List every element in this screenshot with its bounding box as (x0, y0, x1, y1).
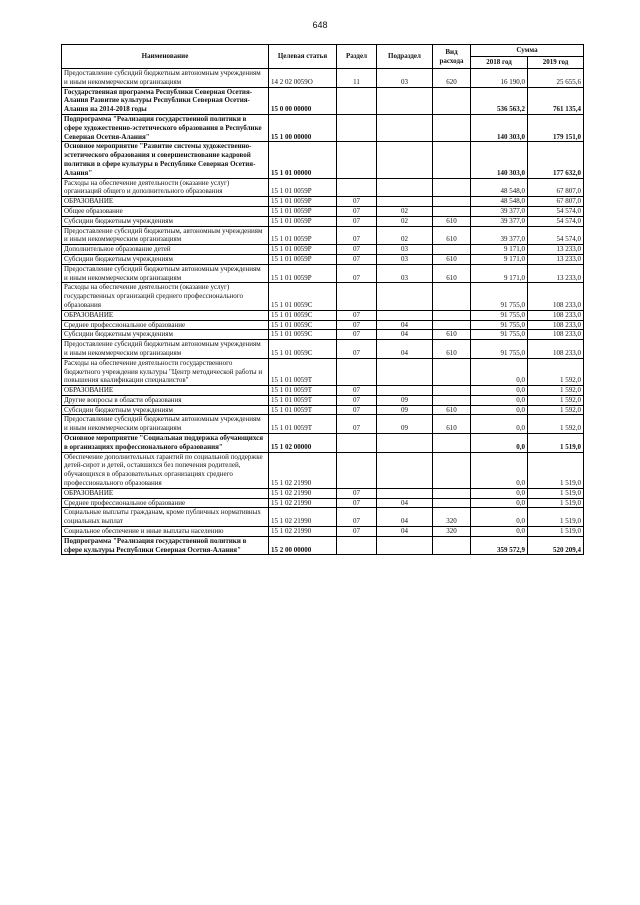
row-section (337, 87, 377, 114)
row-section: 07 (337, 245, 377, 255)
row-type: 610 (433, 405, 471, 415)
row-subsection: 09 (377, 405, 433, 415)
row-sum-2018: 39 377,0 (471, 206, 528, 216)
row-sum-2019: 25 655,6 (528, 69, 584, 88)
row-sum-2018: 91 755,0 (471, 340, 528, 359)
row-type (433, 142, 471, 178)
budget-table (61, 44, 584, 555)
row-sum-2019: 67 807,0 (528, 178, 584, 197)
row-name: Предоставление субсидий бюджетным автономным учреждениям и иным некоммерческим организациям (62, 415, 269, 434)
row-sum-2019: 108 233,0 (528, 320, 584, 330)
row-name: Предоставление субсидий бюджетным автономным учреждениям и иным некоммерческим организациям (62, 69, 269, 88)
table-body (62, 69, 584, 555)
row-sum-2018: 91 755,0 (471, 283, 528, 310)
row-section: 07 (337, 527, 377, 537)
row-target: 15 1 02 21990 (269, 498, 337, 508)
row-sum-2018: 0,0 (471, 434, 528, 453)
row-subsection (377, 434, 433, 453)
row-type (433, 536, 471, 555)
row-target: 14 2 02 0059О (269, 69, 337, 88)
row-section: 07 (337, 488, 377, 498)
row-target: 15 1 01 0059С (269, 283, 337, 310)
row-subsection: 09 (377, 395, 433, 405)
row-target: 15 1 01 0059Р (269, 178, 337, 197)
row-sum-2018: 0,0 (471, 358, 528, 385)
row-target: 15 1 02 21990 (269, 452, 337, 488)
table-row (62, 340, 584, 359)
row-type: 610 (433, 340, 471, 359)
row-section (337, 142, 377, 178)
row-type (433, 178, 471, 197)
table-row (62, 498, 584, 508)
row-sum-2019: 54 574,0 (528, 226, 584, 245)
row-target: 15 1 02 21990 (269, 508, 337, 527)
row-sum-2018: 9 171,0 (471, 264, 528, 283)
table-row (62, 264, 584, 283)
table-row (62, 254, 584, 264)
row-type (433, 386, 471, 396)
table-row (62, 206, 584, 216)
row-type: 610 (433, 330, 471, 340)
row-section (337, 178, 377, 197)
row-name: ОБРАЗОВАНИЕ (62, 197, 269, 207)
row-sum-2019: 520 209,4 (528, 536, 584, 555)
row-sum-2019: 1 519,0 (528, 488, 584, 498)
row-subsection (377, 536, 433, 555)
row-subsection (377, 142, 433, 178)
row-target: 15 1 01 0059Р (269, 197, 337, 207)
row-sum-2018: 91 755,0 (471, 310, 528, 320)
header-subsection: Подраздел (377, 45, 433, 69)
row-type (433, 358, 471, 385)
row-name: Социальные выплаты гражданам, кроме публичных нормативных социальных выплат (62, 508, 269, 527)
row-name: Среднее профессиональное образование (62, 320, 269, 330)
row-sum-2019: 1 519,0 (528, 527, 584, 537)
row-type (433, 87, 471, 114)
row-subsection (377, 87, 433, 114)
row-subsection: 03 (377, 264, 433, 283)
row-sum-2018: 0,0 (471, 488, 528, 498)
row-type (433, 434, 471, 453)
table-row (62, 87, 584, 114)
row-sum-2018: 0,0 (471, 527, 528, 537)
row-subsection (377, 197, 433, 207)
row-target: 15 0 00 00000 (269, 87, 337, 114)
row-sum-2019: 108 233,0 (528, 330, 584, 340)
row-sum-2018: 0,0 (471, 395, 528, 405)
row-target: 15 1 02 21990 (269, 488, 337, 498)
row-target: 15 1 00 00000 (269, 114, 337, 141)
row-target: 15 1 01 0059Т (269, 386, 337, 396)
row-target: 15 1 01 0059Р (269, 216, 337, 226)
row-sum-2018: 39 377,0 (471, 216, 528, 226)
row-target: 15 1 01 0059Т (269, 395, 337, 405)
row-sum-2019: 108 233,0 (528, 340, 584, 359)
row-type (433, 245, 471, 255)
row-name: ОБРАЗОВАНИЕ (62, 310, 269, 320)
row-type (433, 498, 471, 508)
table-row (62, 226, 584, 245)
row-subsection (377, 114, 433, 141)
row-section: 07 (337, 415, 377, 434)
row-target: 15 1 01 0059С (269, 330, 337, 340)
row-section: 07 (337, 508, 377, 527)
row-sum-2019: 1 592,0 (528, 358, 584, 385)
row-section: 07 (337, 405, 377, 415)
row-name: Дополнительное образование детей (62, 245, 269, 255)
row-name: Расходы на обеспечение деятельности (оказание услуг) организаций общего и дополнительного образования (62, 178, 269, 197)
header-section: Раздел (337, 45, 377, 69)
row-subsection: 03 (377, 69, 433, 88)
table-row (62, 405, 584, 415)
row-sum-2018: 0,0 (471, 452, 528, 488)
row-target: 15 1 01 0059С (269, 320, 337, 330)
row-subsection: 03 (377, 254, 433, 264)
header-target: Целевая статья (269, 45, 337, 69)
row-subsection (377, 358, 433, 385)
row-sum-2018: 0,0 (471, 498, 528, 508)
row-subsection (377, 178, 433, 197)
row-name: Общее образование (62, 206, 269, 216)
row-sum-2019: 13 233,0 (528, 264, 584, 283)
row-type (433, 320, 471, 330)
row-section: 07 (337, 254, 377, 264)
table-row (62, 434, 584, 453)
table-row (62, 358, 584, 385)
row-subsection: 02 (377, 216, 433, 226)
row-name: Подпрограмма "Реализация государственной политики в сфере художественно-эстетического образования в Республике Северная Осетия-Алания" (62, 114, 269, 141)
row-subsection: 04 (377, 498, 433, 508)
table-row (62, 386, 584, 396)
row-name: Социальное обеспечение и иные выплаты населению (62, 527, 269, 537)
row-sum-2019: 1 519,0 (528, 452, 584, 488)
row-sum-2018: 140 303,0 (471, 142, 528, 178)
table-row (62, 69, 584, 88)
row-name: Предоставление субсидий бюджетным автономным учреждениям и иным некоммерческим организациям (62, 264, 269, 283)
row-subsection (377, 488, 433, 498)
row-sum-2019: 108 233,0 (528, 283, 584, 310)
row-section (337, 536, 377, 555)
table-row (62, 330, 584, 340)
table-row (62, 245, 584, 255)
row-section: 07 (337, 498, 377, 508)
table-row (62, 178, 584, 197)
row-name: ОБРАЗОВАНИЕ (62, 386, 269, 396)
row-section (337, 358, 377, 385)
row-sum-2018: 0,0 (471, 386, 528, 396)
row-sum-2019: 177 632,0 (528, 142, 584, 178)
row-sum-2018: 0,0 (471, 415, 528, 434)
row-sum-2018: 9 171,0 (471, 254, 528, 264)
row-sum-2019: 13 233,0 (528, 245, 584, 255)
row-type: 320 (433, 508, 471, 527)
row-section (337, 283, 377, 310)
row-name: Подпрограмма "Реализация государственной политики в сфере культуры Республики Северная Осетия-Алания" (62, 536, 269, 555)
row-section: 07 (337, 395, 377, 405)
table-row (62, 310, 584, 320)
row-type (433, 206, 471, 216)
table-row (62, 527, 584, 537)
row-name: Предоставление субсидий бюджетным автономным учреждениям и иным некоммерческим организациям (62, 340, 269, 359)
row-section: 11 (337, 69, 377, 88)
row-sum-2018: 359 572,9 (471, 536, 528, 555)
row-sum-2018: 48 548,0 (471, 197, 528, 207)
row-section: 07 (337, 310, 377, 320)
row-name: ОБРАЗОВАНИЕ (62, 488, 269, 498)
table-row (62, 216, 584, 226)
row-subsection: 03 (377, 245, 433, 255)
row-target: 15 1 01 0059Т (269, 415, 337, 434)
table-row (62, 415, 584, 434)
row-type (433, 114, 471, 141)
row-subsection: 04 (377, 320, 433, 330)
row-subsection: 04 (377, 527, 433, 537)
table-row (62, 508, 584, 527)
row-target: 15 1 01 0059Р (269, 264, 337, 283)
row-sum-2019: 54 574,0 (528, 216, 584, 226)
row-type (433, 310, 471, 320)
row-subsection: 02 (377, 226, 433, 245)
row-section: 07 (337, 197, 377, 207)
row-sum-2018: 16 190,0 (471, 69, 528, 88)
row-sum-2018: 48 548,0 (471, 178, 528, 197)
table-row (62, 320, 584, 330)
row-type: 610 (433, 254, 471, 264)
row-sum-2019: 1 592,0 (528, 405, 584, 415)
row-sum-2019: 1 519,0 (528, 434, 584, 453)
row-subsection (377, 452, 433, 488)
row-name: Расходы на обеспечение деятельности государственного бюджетного учреждения культуры "Центр методической работы и повышения квалификации специалистов" (62, 358, 269, 385)
row-name: Основное мероприятие "Развитие системы художественно-эстетического образования и совершенствование кадровой политики в сфере культуры в Республике Северная Осетия-Алания" (62, 142, 269, 178)
row-section: 07 (337, 330, 377, 340)
row-sum-2019: 108 233,0 (528, 310, 584, 320)
row-sum-2018: 0,0 (471, 405, 528, 415)
row-sum-2019: 13 233,0 (528, 254, 584, 264)
row-name: Государственная программа Республики Северная Осетия-Алания Развитие культуры Республики Северная Осетия-Алания на 2014-2018 годы (62, 87, 269, 114)
row-sum-2018: 0,0 (471, 508, 528, 527)
row-section: 07 (337, 216, 377, 226)
header-name: Наименование (62, 45, 269, 69)
row-target: 15 1 01 0059Р (269, 226, 337, 245)
row-name: Расходы на обеспечение деятельности (оказание услуг) государственных организаций среднего профессионального образования (62, 283, 269, 310)
row-sum-2019: 1 592,0 (528, 415, 584, 434)
row-name: Другие вопросы в области образования (62, 395, 269, 405)
row-type: 620 (433, 69, 471, 88)
row-name: Среднее профессиональное образование (62, 498, 269, 508)
row-subsection: 09 (377, 415, 433, 434)
row-subsection: 04 (377, 340, 433, 359)
row-name: Предоставление субсидий бюджетным, автономным учреждениям и иным некоммерческим организациям (62, 226, 269, 245)
row-type: 610 (433, 415, 471, 434)
row-target: 15 2 00 00000 (269, 536, 337, 555)
row-subsection: 02 (377, 206, 433, 216)
row-target: 15 1 01 0059Р (269, 245, 337, 255)
header-2018: 2018 год (471, 57, 528, 69)
table-row (62, 114, 584, 141)
row-type (433, 488, 471, 498)
row-type: 610 (433, 216, 471, 226)
row-name: Субсидии бюджетным учреждениям (62, 405, 269, 415)
table-row (62, 142, 584, 178)
header-2019: 2019 год (528, 57, 584, 69)
row-target: 15 1 01 0059Т (269, 405, 337, 415)
row-sum-2019: 179 151,0 (528, 114, 584, 141)
row-type: 610 (433, 226, 471, 245)
row-subsection (377, 310, 433, 320)
row-type (433, 452, 471, 488)
header-type: Вид расхода (433, 45, 471, 69)
table-row (62, 283, 584, 310)
row-name: Субсидии бюджетным учреждениям (62, 254, 269, 264)
row-sum-2019: 67 807,0 (528, 197, 584, 207)
row-target: 15 1 01 0059Т (269, 358, 337, 385)
row-target: 15 1 01 00000 (269, 142, 337, 178)
row-type (433, 395, 471, 405)
row-sum-2018: 91 755,0 (471, 320, 528, 330)
row-subsection: 04 (377, 508, 433, 527)
row-name: Обеспечение дополнительных гарантий по социальной поддержке детей-сирот и детей, оставшихся без попечения родителей, обучающихся в образовательных организациях среднего профессионального образования (62, 452, 269, 488)
row-section (337, 452, 377, 488)
row-sum-2019: 1 592,0 (528, 395, 584, 405)
row-sum-2019: 761 135,4 (528, 87, 584, 114)
row-name: Субсидии бюджетным учреждениям (62, 330, 269, 340)
row-section: 07 (337, 386, 377, 396)
row-section (337, 114, 377, 141)
table-row (62, 452, 584, 488)
row-target: 15 1 02 21990 (269, 527, 337, 537)
row-type: 610 (433, 264, 471, 283)
row-subsection (377, 386, 433, 396)
row-name: Субсидии бюджетным учреждениям (62, 216, 269, 226)
row-subsection: 04 (377, 330, 433, 340)
row-subsection (377, 283, 433, 310)
row-sum-2018: 536 563,2 (471, 87, 528, 114)
row-target: 15 1 01 0059Р (269, 254, 337, 264)
row-sum-2018: 9 171,0 (471, 245, 528, 255)
row-target: 15 1 01 0059С (269, 340, 337, 359)
row-section: 07 (337, 264, 377, 283)
row-section: 07 (337, 340, 377, 359)
header-sum: Сумма (471, 45, 584, 57)
table-row (62, 197, 584, 207)
row-sum-2018: 91 755,0 (471, 330, 528, 340)
page-number: 648 (312, 20, 328, 30)
table-row (62, 536, 584, 555)
row-target: 15 1 01 0059С (269, 310, 337, 320)
row-name: Основное мероприятие "Социальная поддержка обучающихся в организациях профессионального образования" (62, 434, 269, 453)
row-sum-2018: 39 377,0 (471, 226, 528, 245)
row-type (433, 283, 471, 310)
row-sum-2019: 54 574,0 (528, 206, 584, 216)
table-row (62, 488, 584, 498)
table-row (62, 395, 584, 405)
row-target: 15 1 02 00000 (269, 434, 337, 453)
row-type: 320 (433, 527, 471, 537)
row-section: 07 (337, 206, 377, 216)
row-section: 07 (337, 226, 377, 245)
row-sum-2019: 1 519,0 (528, 508, 584, 527)
row-target: 15 1 01 0059Р (269, 206, 337, 216)
row-sum-2019: 1 519,0 (528, 498, 584, 508)
row-section: 07 (337, 320, 377, 330)
row-type (433, 197, 471, 207)
row-section (337, 434, 377, 453)
row-sum-2019: 1 592,0 (528, 386, 584, 396)
row-sum-2018: 140 303,0 (471, 114, 528, 141)
